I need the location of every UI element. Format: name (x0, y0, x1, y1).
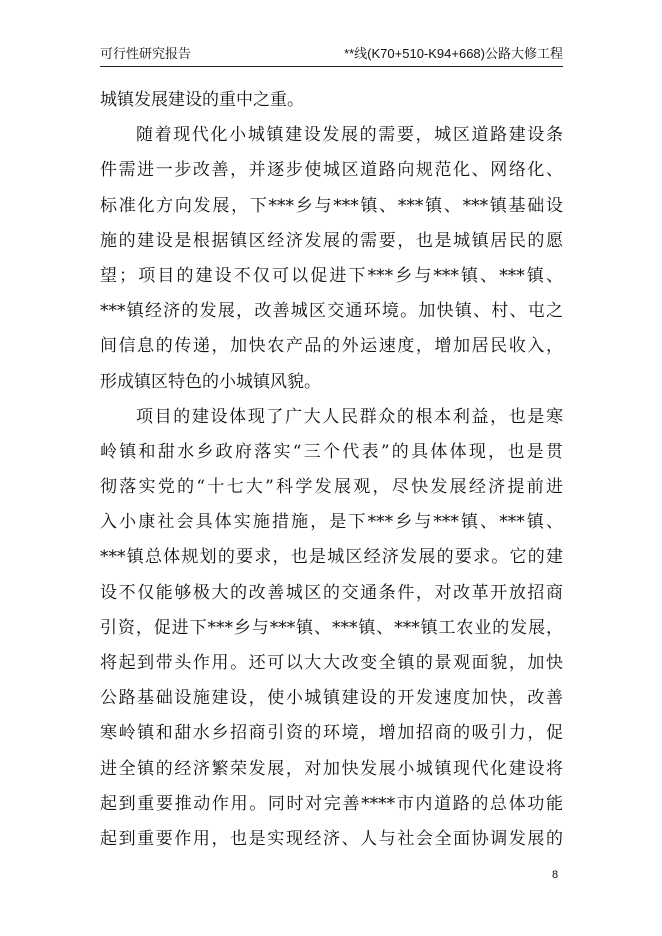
text-line: 引资，促进下***乡与***镇、***镇、***镇工农业的发展， (100, 617, 563, 638)
paragraph-first-line: 项目的建设体现了广大人民群众的根本利益，也是寒 (136, 406, 563, 427)
text-line: 岭镇和甜水乡政府落实“三个代表”的具体体现，也是贯 (100, 441, 563, 462)
text-line: 施的建设是根据镇区经济发展的需要，也是城镇居民的愿 (100, 230, 563, 251)
text-line: 间信息的传递，加快农产品的外运速度，增加居民收入， (100, 336, 563, 357)
text-line: ***镇经济的发展，改善城区交通环境。加快镇、村、屯之 (100, 301, 563, 322)
text-line: 城镇发展建设的重中之重。 (100, 90, 304, 110)
text-line: 将起到带头作用。还可以大大改变全镇的景观面貌，加快 (100, 653, 563, 673)
text-line: 起到重要作用，也是实现经济、人与社会全面协调发展的 (100, 828, 563, 849)
text-line: 彻落实党的“十七大”科学发展观，尽快发展经济提前进 (100, 477, 563, 498)
header-project-name: **线(K70+510-K94+668)公路大修工程 (344, 46, 563, 61)
paragraph-first-line: 随着现代化小城镇建设发展的需要，城区道路建设条 (136, 125, 563, 146)
text-line: 标准化方向发展，下***乡与***镇、***镇、***镇基础设 (100, 195, 563, 216)
text-line: 寒岭镇和甜水乡招商引资的环境，增加招商的吸引力，促 (100, 723, 563, 744)
text-line: 形成镇区特色的小城镇风貌。 (100, 371, 321, 392)
text-line: 设不仅能够极大的改善城区的交通条件，对改革开放招商 (100, 582, 563, 603)
header-document-title: 可行性研究报告 (100, 46, 192, 61)
page-header (100, 44, 563, 67)
text-line: ***镇总体规划的要求，也是城区经济发展的要求。它的建 (100, 547, 563, 568)
text-line: 入小康社会具体实施措施，是下***乡与***镇、***镇、 (100, 512, 563, 533)
text-line: 件需进一步改善，并逐步使城区道路向规范化、网络化、 (100, 160, 563, 181)
text-line: 望；项目的建设不仅可以促进下***乡与***镇、***镇、 (100, 265, 563, 286)
body-text (100, 83, 563, 857)
page-number: 8 (552, 869, 559, 881)
text-line: 进全镇的经济繁荣发展，对加快发展小城镇现代化建设将 (100, 758, 563, 779)
text-line: 起到重要推动作用。同时对完善****市内道路的总体功能 (100, 793, 563, 814)
text-line: 公路基础设施建设，使小城镇建设的开发速度加快，改善 (100, 688, 563, 709)
